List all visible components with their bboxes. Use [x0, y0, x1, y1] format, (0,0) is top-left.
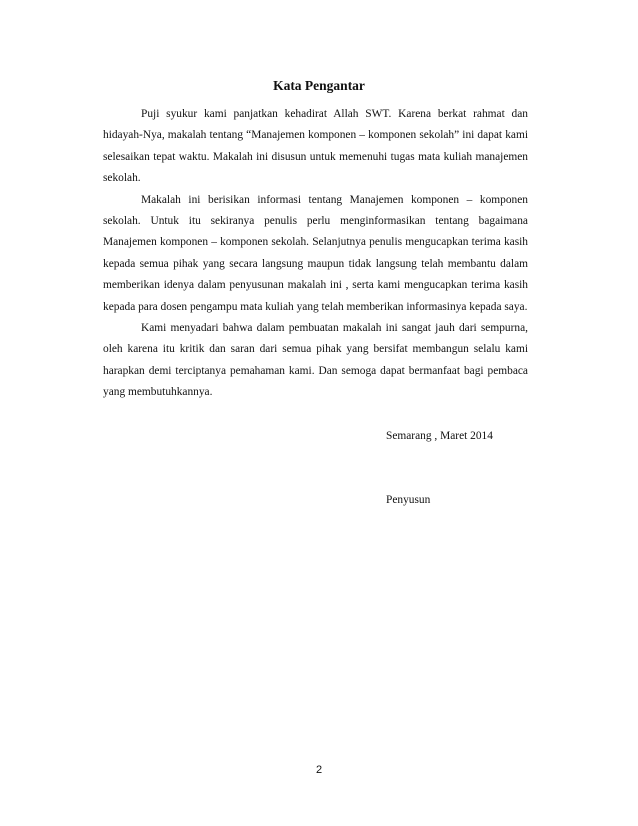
- place-date: Semarang , Maret 2014: [386, 430, 493, 442]
- paragraph-1: Puji syukur kami panjatkan kehadirat Allah SWT. Karena berkat rahmat dan hidayah-Nya, makalah tentang “Manajemen komponen – komponen sekolah” ini dapat kami selesaikan tepat waktu. Makalah ini disusun untuk memenuhi tugas mata kuliah manajemen sekolah.: [103, 108, 528, 185]
- page-number: 2: [315, 764, 323, 776]
- page-title: Kata Pengantar: [273, 78, 365, 93]
- paragraph-2: Makalah ini berisikan informasi tentang Manajemen komponen – komponen sekolah. Untuk itu sekiranya penulis perlu menginformasikan tentang bagaimana Manajemen komponen – komponen sekolah. Selanjutnya penulis mengucapkan terima kasih kepada semua pihak yang secara langsung maupun tidak langsung telah membantu dalam memberikan idenya dalam penyusunan makalah ini , serta kami mengucapkan terima kasih kepada para dosen pengampu mata kuliah yang telah memberikan informasinya kepada saya.: [103, 193, 528, 313]
- paragraph-3: Kami menyadari bahwa dalam pembuatan makalah ini sangat jauh dari sempurna, oleh karena itu kritik dan saran dari semua pihak yang bersifat membangun selalu kami harapkan demi terciptanya pemahaman kami. Dan semoga dapat bermanfaat bagi pembaca yang membutuhkannya.: [103, 322, 528, 399]
- foreword-body: [103, 104, 528, 404]
- author-label: Penyusun: [386, 494, 431, 506]
